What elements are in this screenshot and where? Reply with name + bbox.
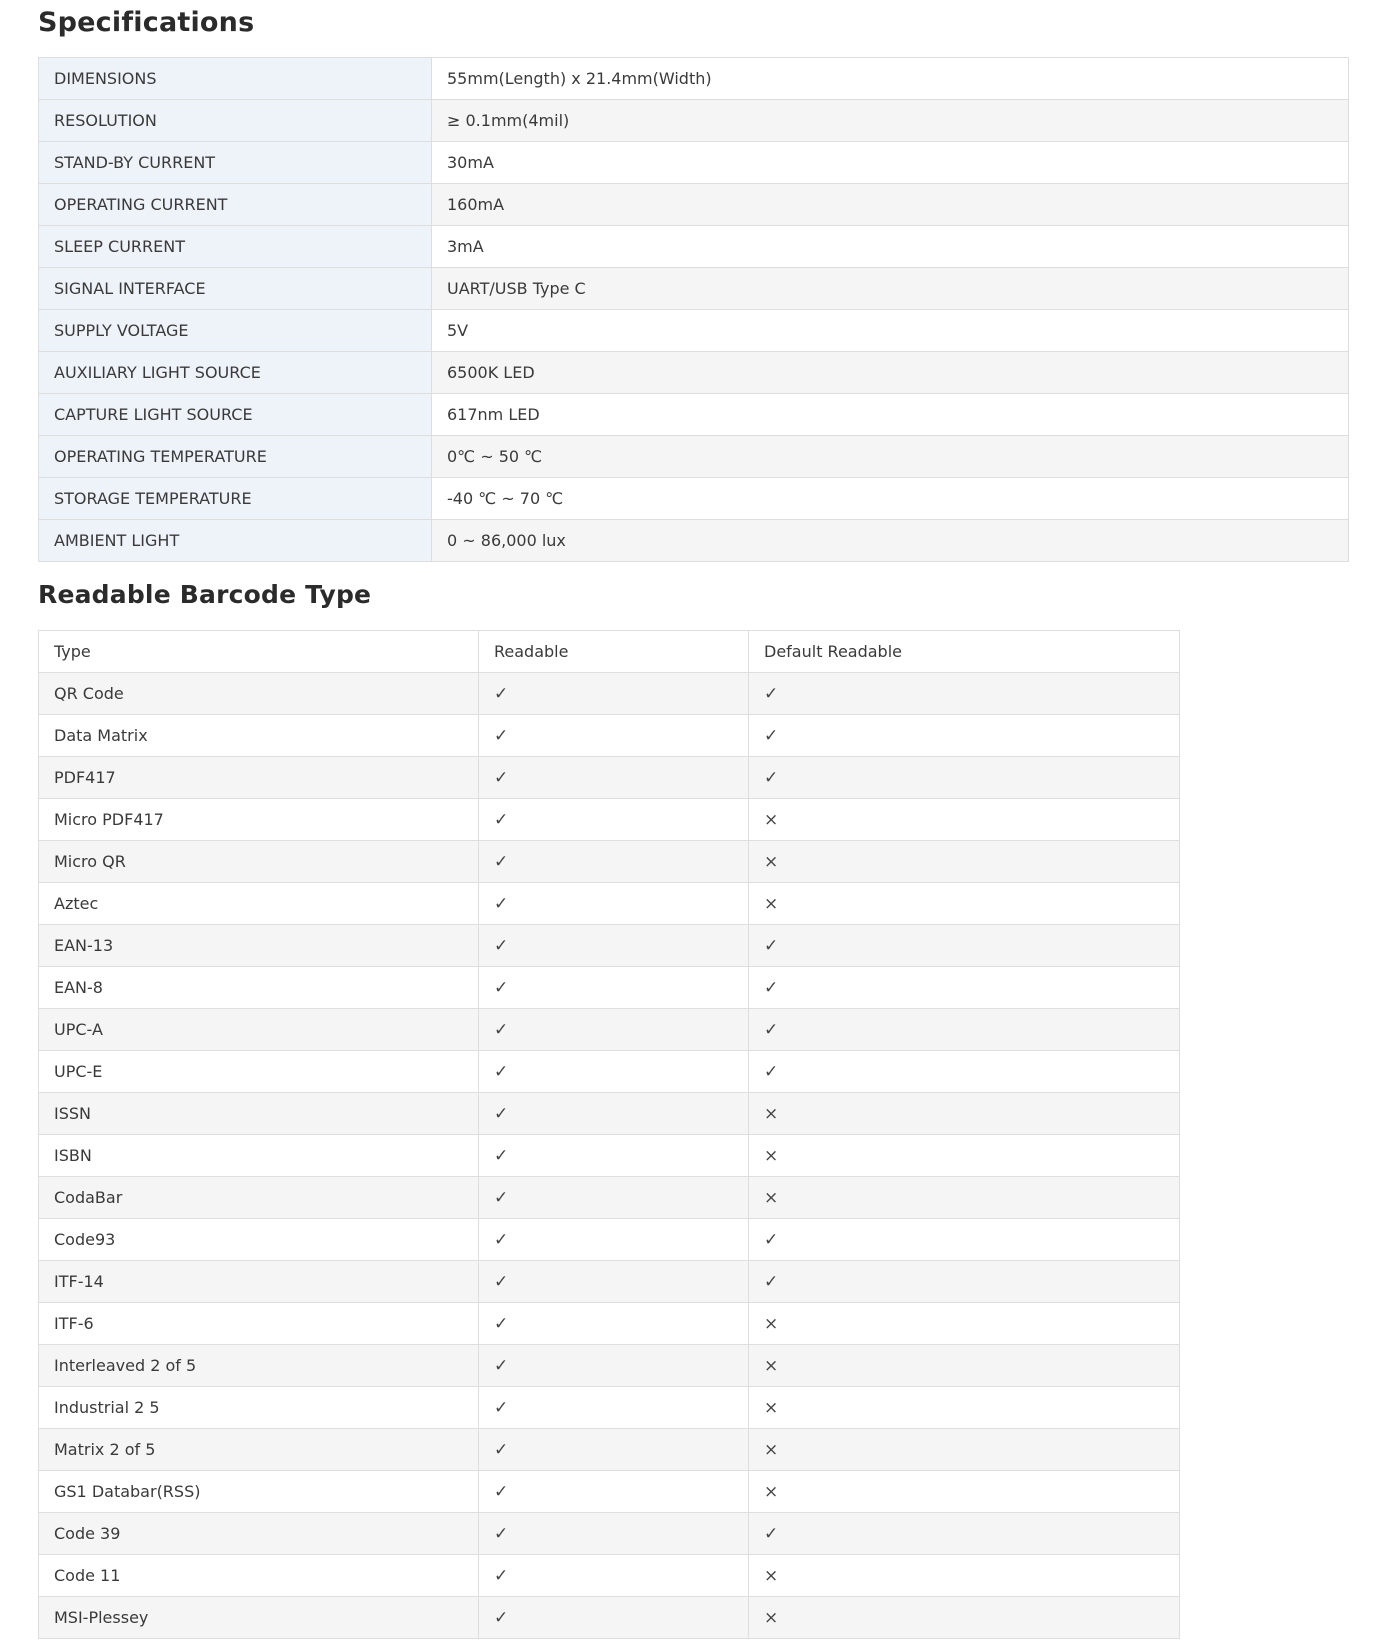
barcode-type-name: Code 39 — [39, 1513, 479, 1555]
barcode-row — [39, 1597, 1180, 1639]
barcode-type-name: Interleaved 2 of 5 — [39, 1345, 479, 1387]
barcode-row — [39, 1177, 1180, 1219]
spec-value: 0℃ ~ 50 ℃ — [432, 436, 1349, 478]
barcode-type-name: Micro QR — [39, 841, 479, 883]
spec-row — [39, 226, 1349, 268]
readable-mark: ✓ — [479, 1429, 749, 1471]
default-readable-mark: × — [749, 841, 1180, 883]
barcode-type-name: UPC-E — [39, 1051, 479, 1093]
barcode-type-name: ITF-6 — [39, 1303, 479, 1345]
readable-mark: ✓ — [479, 1513, 749, 1555]
spec-value: 0 ~ 86,000 lux — [432, 520, 1349, 562]
readable-mark: ✓ — [479, 1471, 749, 1513]
barcode-row — [39, 673, 1180, 715]
spec-row — [39, 352, 1349, 394]
barcode-type-name: UPC-A — [39, 1009, 479, 1051]
readable-mark: ✓ — [479, 1555, 749, 1597]
readable-mark: ✓ — [479, 1219, 749, 1261]
barcode-type-name: GS1 Databar(RSS) — [39, 1471, 479, 1513]
barcode-row — [39, 1429, 1180, 1471]
specifications-table-body — [39, 58, 1349, 562]
spec-label: STORAGE TEMPERATURE — [39, 478, 432, 520]
default-readable-mark: × — [749, 1555, 1180, 1597]
spec-row — [39, 142, 1349, 184]
default-readable-mark: × — [749, 1093, 1180, 1135]
default-readable-mark: × — [749, 883, 1180, 925]
barcode-row — [39, 1303, 1180, 1345]
header-type: Type — [39, 631, 479, 673]
readable-mark: ✓ — [479, 1597, 749, 1639]
spec-row — [39, 520, 1349, 562]
default-readable-mark: ✓ — [749, 1513, 1180, 1555]
barcode-row — [39, 1219, 1180, 1261]
readable-mark: ✓ — [479, 883, 749, 925]
readable-mark: ✓ — [479, 673, 749, 715]
readable-mark: ✓ — [479, 1051, 749, 1093]
barcode-type-name: ITF-14 — [39, 1261, 479, 1303]
readable-mark: ✓ — [479, 1345, 749, 1387]
barcode-type-name: QR Code — [39, 673, 479, 715]
spec-value: 30mA — [432, 142, 1349, 184]
barcode-row — [39, 799, 1180, 841]
default-readable-mark: ✓ — [749, 757, 1180, 799]
readable-mark: ✓ — [479, 967, 749, 1009]
spec-row — [39, 310, 1349, 352]
default-readable-mark: ✓ — [749, 1261, 1180, 1303]
spec-row — [39, 436, 1349, 478]
barcode-row — [39, 883, 1180, 925]
barcode-type-name: Micro PDF417 — [39, 799, 479, 841]
default-readable-mark: × — [749, 1429, 1180, 1471]
spec-label: SLEEP CURRENT — [39, 226, 432, 268]
default-readable-mark: × — [749, 1303, 1180, 1345]
spec-row — [39, 268, 1349, 310]
readable-mark: ✓ — [479, 1387, 749, 1429]
spec-label: CAPTURE LIGHT SOURCE — [39, 394, 432, 436]
barcode-type-name: Data Matrix — [39, 715, 479, 757]
content — [38, 0, 1348, 1639]
readable-mark: ✓ — [479, 925, 749, 967]
default-readable-mark: ✓ — [749, 715, 1180, 757]
spec-label: RESOLUTION — [39, 100, 432, 142]
default-readable-mark: ✓ — [749, 967, 1180, 1009]
barcode-type-name: EAN-8 — [39, 967, 479, 1009]
readable-mark: ✓ — [479, 715, 749, 757]
barcode-row — [39, 1555, 1180, 1597]
barcode-type-name: ISSN — [39, 1093, 479, 1135]
spec-value: 55mm(Length) x 21.4mm(Width) — [432, 58, 1349, 100]
barcode-row — [39, 1261, 1180, 1303]
readable-mark: ✓ — [479, 841, 749, 883]
spec-label: AMBIENT LIGHT — [39, 520, 432, 562]
default-readable-mark: × — [749, 1471, 1180, 1513]
spec-value: 617nm LED — [432, 394, 1349, 436]
readable-mark: ✓ — [479, 1093, 749, 1135]
default-readable-mark: × — [749, 1597, 1180, 1639]
spec-label: SUPPLY VOLTAGE — [39, 310, 432, 352]
spec-value: -40 ℃ ~ 70 ℃ — [432, 478, 1349, 520]
barcode-type-name: PDF417 — [39, 757, 479, 799]
spec-label: OPERATING TEMPERATURE — [39, 436, 432, 478]
default-readable-mark: × — [749, 1387, 1180, 1429]
readable-mark: ✓ — [479, 1177, 749, 1219]
spec-row — [39, 58, 1349, 100]
barcode-row — [39, 1513, 1180, 1555]
barcode-row — [39, 1135, 1180, 1177]
readable-mark: ✓ — [479, 1135, 749, 1177]
barcode-row — [39, 1471, 1180, 1513]
spec-value: UART/USB Type C — [432, 268, 1349, 310]
default-readable-mark: ✓ — [749, 1051, 1180, 1093]
barcode-table-body — [39, 673, 1180, 1639]
readable-mark: ✓ — [479, 757, 749, 799]
barcode-row — [39, 757, 1180, 799]
barcode-row — [39, 1093, 1180, 1135]
barcode-type-table — [38, 630, 1180, 1639]
barcode-type-name: Aztec — [39, 883, 479, 925]
spec-value: 3mA — [432, 226, 1349, 268]
readable-mark: ✓ — [479, 799, 749, 841]
default-readable-mark: ✓ — [749, 1219, 1180, 1261]
barcode-type-name: CodaBar — [39, 1177, 479, 1219]
barcode-type-name: Code 11 — [39, 1555, 479, 1597]
default-readable-mark: × — [749, 1345, 1180, 1387]
barcode-type-name: Industrial 2 5 — [39, 1387, 479, 1429]
barcode-type-heading: Readable Barcode Type — [38, 580, 372, 609]
barcode-row — [39, 925, 1180, 967]
spec-label: OPERATING CURRENT — [39, 184, 432, 226]
readable-mark: ✓ — [479, 1303, 749, 1345]
spec-value: 5V — [432, 310, 1349, 352]
barcode-row — [39, 841, 1180, 883]
header-readable: Readable — [479, 631, 749, 673]
barcode-row — [39, 967, 1180, 1009]
barcode-type-name: Code93 — [39, 1219, 479, 1261]
default-readable-mark: × — [749, 799, 1180, 841]
spec-row — [39, 478, 1349, 520]
default-readable-mark: ✓ — [749, 673, 1180, 715]
barcode-type-name: ISBN — [39, 1135, 479, 1177]
spec-row — [39, 184, 1349, 226]
spec-row — [39, 100, 1349, 142]
spec-label: AUXILIARY LIGHT SOURCE — [39, 352, 432, 394]
barcode-row — [39, 1387, 1180, 1429]
default-readable-mark: ✓ — [749, 1009, 1180, 1051]
barcode-row — [39, 1051, 1180, 1093]
specifications-table — [38, 57, 1349, 562]
default-readable-mark: ✓ — [749, 925, 1180, 967]
barcode-row — [39, 1345, 1180, 1387]
spec-label: SIGNAL INTERFACE — [39, 268, 432, 310]
barcode-table-header-row — [39, 631, 1180, 673]
readable-mark: ✓ — [479, 1009, 749, 1051]
spec-label: DIMENSIONS — [39, 58, 432, 100]
default-readable-mark: × — [749, 1177, 1180, 1219]
readable-mark: ✓ — [479, 1261, 749, 1303]
spec-row — [39, 394, 1349, 436]
barcode-type-name: Matrix 2 of 5 — [39, 1429, 479, 1471]
barcode-row — [39, 1009, 1180, 1051]
spec-value: 160mA — [432, 184, 1349, 226]
barcode-type-name: MSI-Plessey — [39, 1597, 479, 1639]
spec-label: STAND-BY CURRENT — [39, 142, 432, 184]
header-default-readable: Default Readable — [749, 631, 1180, 673]
barcode-row — [39, 715, 1180, 757]
spec-value: ≥ 0.1mm(4mil) — [432, 100, 1349, 142]
spec-value: 6500K LED — [432, 352, 1349, 394]
specifications-heading: Specifications — [38, 7, 255, 38]
barcode-type-name: EAN-13 — [39, 925, 479, 967]
default-readable-mark: × — [749, 1135, 1180, 1177]
